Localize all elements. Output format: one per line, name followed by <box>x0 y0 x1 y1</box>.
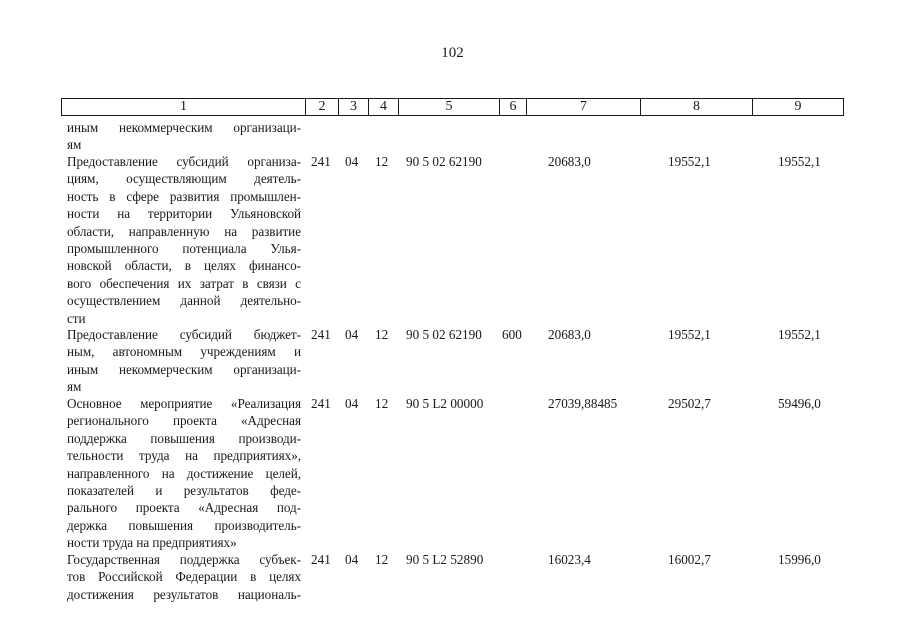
cell-amount-1: 20683,0 <box>548 327 591 342</box>
row-name-line: регионального проекта «Адресная <box>67 413 301 429</box>
cell-ved: 241 <box>311 327 331 342</box>
row-name-line: области, направленную на развитие <box>67 223 301 239</box>
row-name-line: ям <box>67 379 82 395</box>
row-name-line: циям, осуществляющим деятель- <box>67 171 301 187</box>
row-name-line: промышленного потенциала Улья- <box>67 241 301 257</box>
cell-subsection: 12 <box>375 552 389 567</box>
header-col-5: 5 <box>398 99 499 115</box>
row-name-line: тельности труда на предприятиях», <box>67 448 301 464</box>
row-name-line: ности на территории Ульяновской <box>67 206 301 222</box>
cell-subsection: 12 <box>375 154 389 169</box>
cell-ved: 241 <box>311 396 331 411</box>
cell-target-article: 90 5 L2 00000 <box>406 396 484 411</box>
row-name-line: Государственная поддержка субъек- <box>67 552 301 567</box>
row-name-line: Предоставление субсидий организа- <box>67 154 301 169</box>
row-name <box>67 395 301 552</box>
header-col-7: 7 <box>526 99 640 115</box>
header-col-8: 8 <box>640 99 752 115</box>
row-name-line: иным некоммерческим организаци- <box>67 120 301 135</box>
page-number: 102 <box>441 45 464 61</box>
cell-section: 04 <box>345 396 359 411</box>
row-name <box>67 153 301 327</box>
row-name-line: вого обеспечения их затрат в связи с <box>67 275 301 291</box>
row-name-line: иным некоммерческим организаци- <box>67 361 301 377</box>
cell-ved: 241 <box>311 154 331 169</box>
cell-amount-3: 19552,1 <box>778 327 821 342</box>
cell-section: 04 <box>345 154 359 169</box>
cell-amount-3: 15996,0 <box>778 552 821 567</box>
header-col-6: 6 <box>499 99 526 115</box>
cell-amount-2: 29502,7 <box>668 396 711 411</box>
cell-amount-1: 16023,4 <box>548 552 591 567</box>
cell-amount-1: 27039,88485 <box>548 396 618 411</box>
row-name <box>67 119 301 154</box>
cell-amount-3: 59496,0 <box>778 396 821 411</box>
cell-amount-3: 19552,1 <box>778 154 821 169</box>
cell-section: 04 <box>345 552 359 567</box>
row-name-line: осуществлением данной деятельно- <box>67 293 301 309</box>
cell-target-article: 90 5 02 62190 <box>406 327 482 342</box>
row-name-line: ности труда на предприятиях» <box>67 535 237 551</box>
row-name-line: держка повышения производитель- <box>67 517 301 533</box>
cell-subsection: 12 <box>375 396 389 411</box>
row-name-line: достижения результатов националь- <box>67 586 301 602</box>
row-name-line: Предоставление субсидий бюджет- <box>67 327 301 342</box>
header-col-2: 2 <box>305 99 338 115</box>
header-col-1: 1 <box>180 99 187 114</box>
row-name-line: тов Российской Федерации в целях <box>67 569 301 585</box>
row-name-line: направленного на достижение целей, <box>67 465 301 481</box>
cell-target-article: 90 5 L2 52890 <box>406 552 484 567</box>
cell-amount-2: 19552,1 <box>668 154 711 169</box>
row-name-line: новской области, в целях финансо- <box>67 258 301 274</box>
cell-section: 04 <box>345 327 359 342</box>
cell-subsection: 12 <box>375 327 389 342</box>
cell-amount-1: 20683,0 <box>548 154 591 169</box>
header-col-3: 3 <box>338 99 368 115</box>
row-name-line: ям <box>67 137 82 153</box>
cell-amount-2: 19552,1 <box>668 327 711 342</box>
header-col-4: 4 <box>368 99 398 115</box>
cell-ved: 241 <box>311 552 331 567</box>
header-col-9: 9 <box>752 99 843 115</box>
cell-expense-type: 600 <box>502 327 522 342</box>
row-name <box>67 551 301 603</box>
row-name-line: ным, автономным учреждениям и <box>67 344 301 360</box>
row-name-line: сти <box>67 310 86 326</box>
cell-target-article: 90 5 02 62190 <box>406 154 482 169</box>
table-header-row <box>61 98 844 116</box>
row-name-line: показателей и результатов феде- <box>67 483 301 499</box>
row-name-line: ность в сфере развития промышлен- <box>67 188 301 204</box>
row-name-line: поддержка повышения производи- <box>67 430 301 446</box>
row-name-line: Основное мероприятие «Реализация <box>67 396 301 411</box>
row-name-line: рального проекта «Адресная под- <box>67 500 301 516</box>
cell-amount-2: 16002,7 <box>668 552 711 567</box>
row-name <box>67 326 301 396</box>
